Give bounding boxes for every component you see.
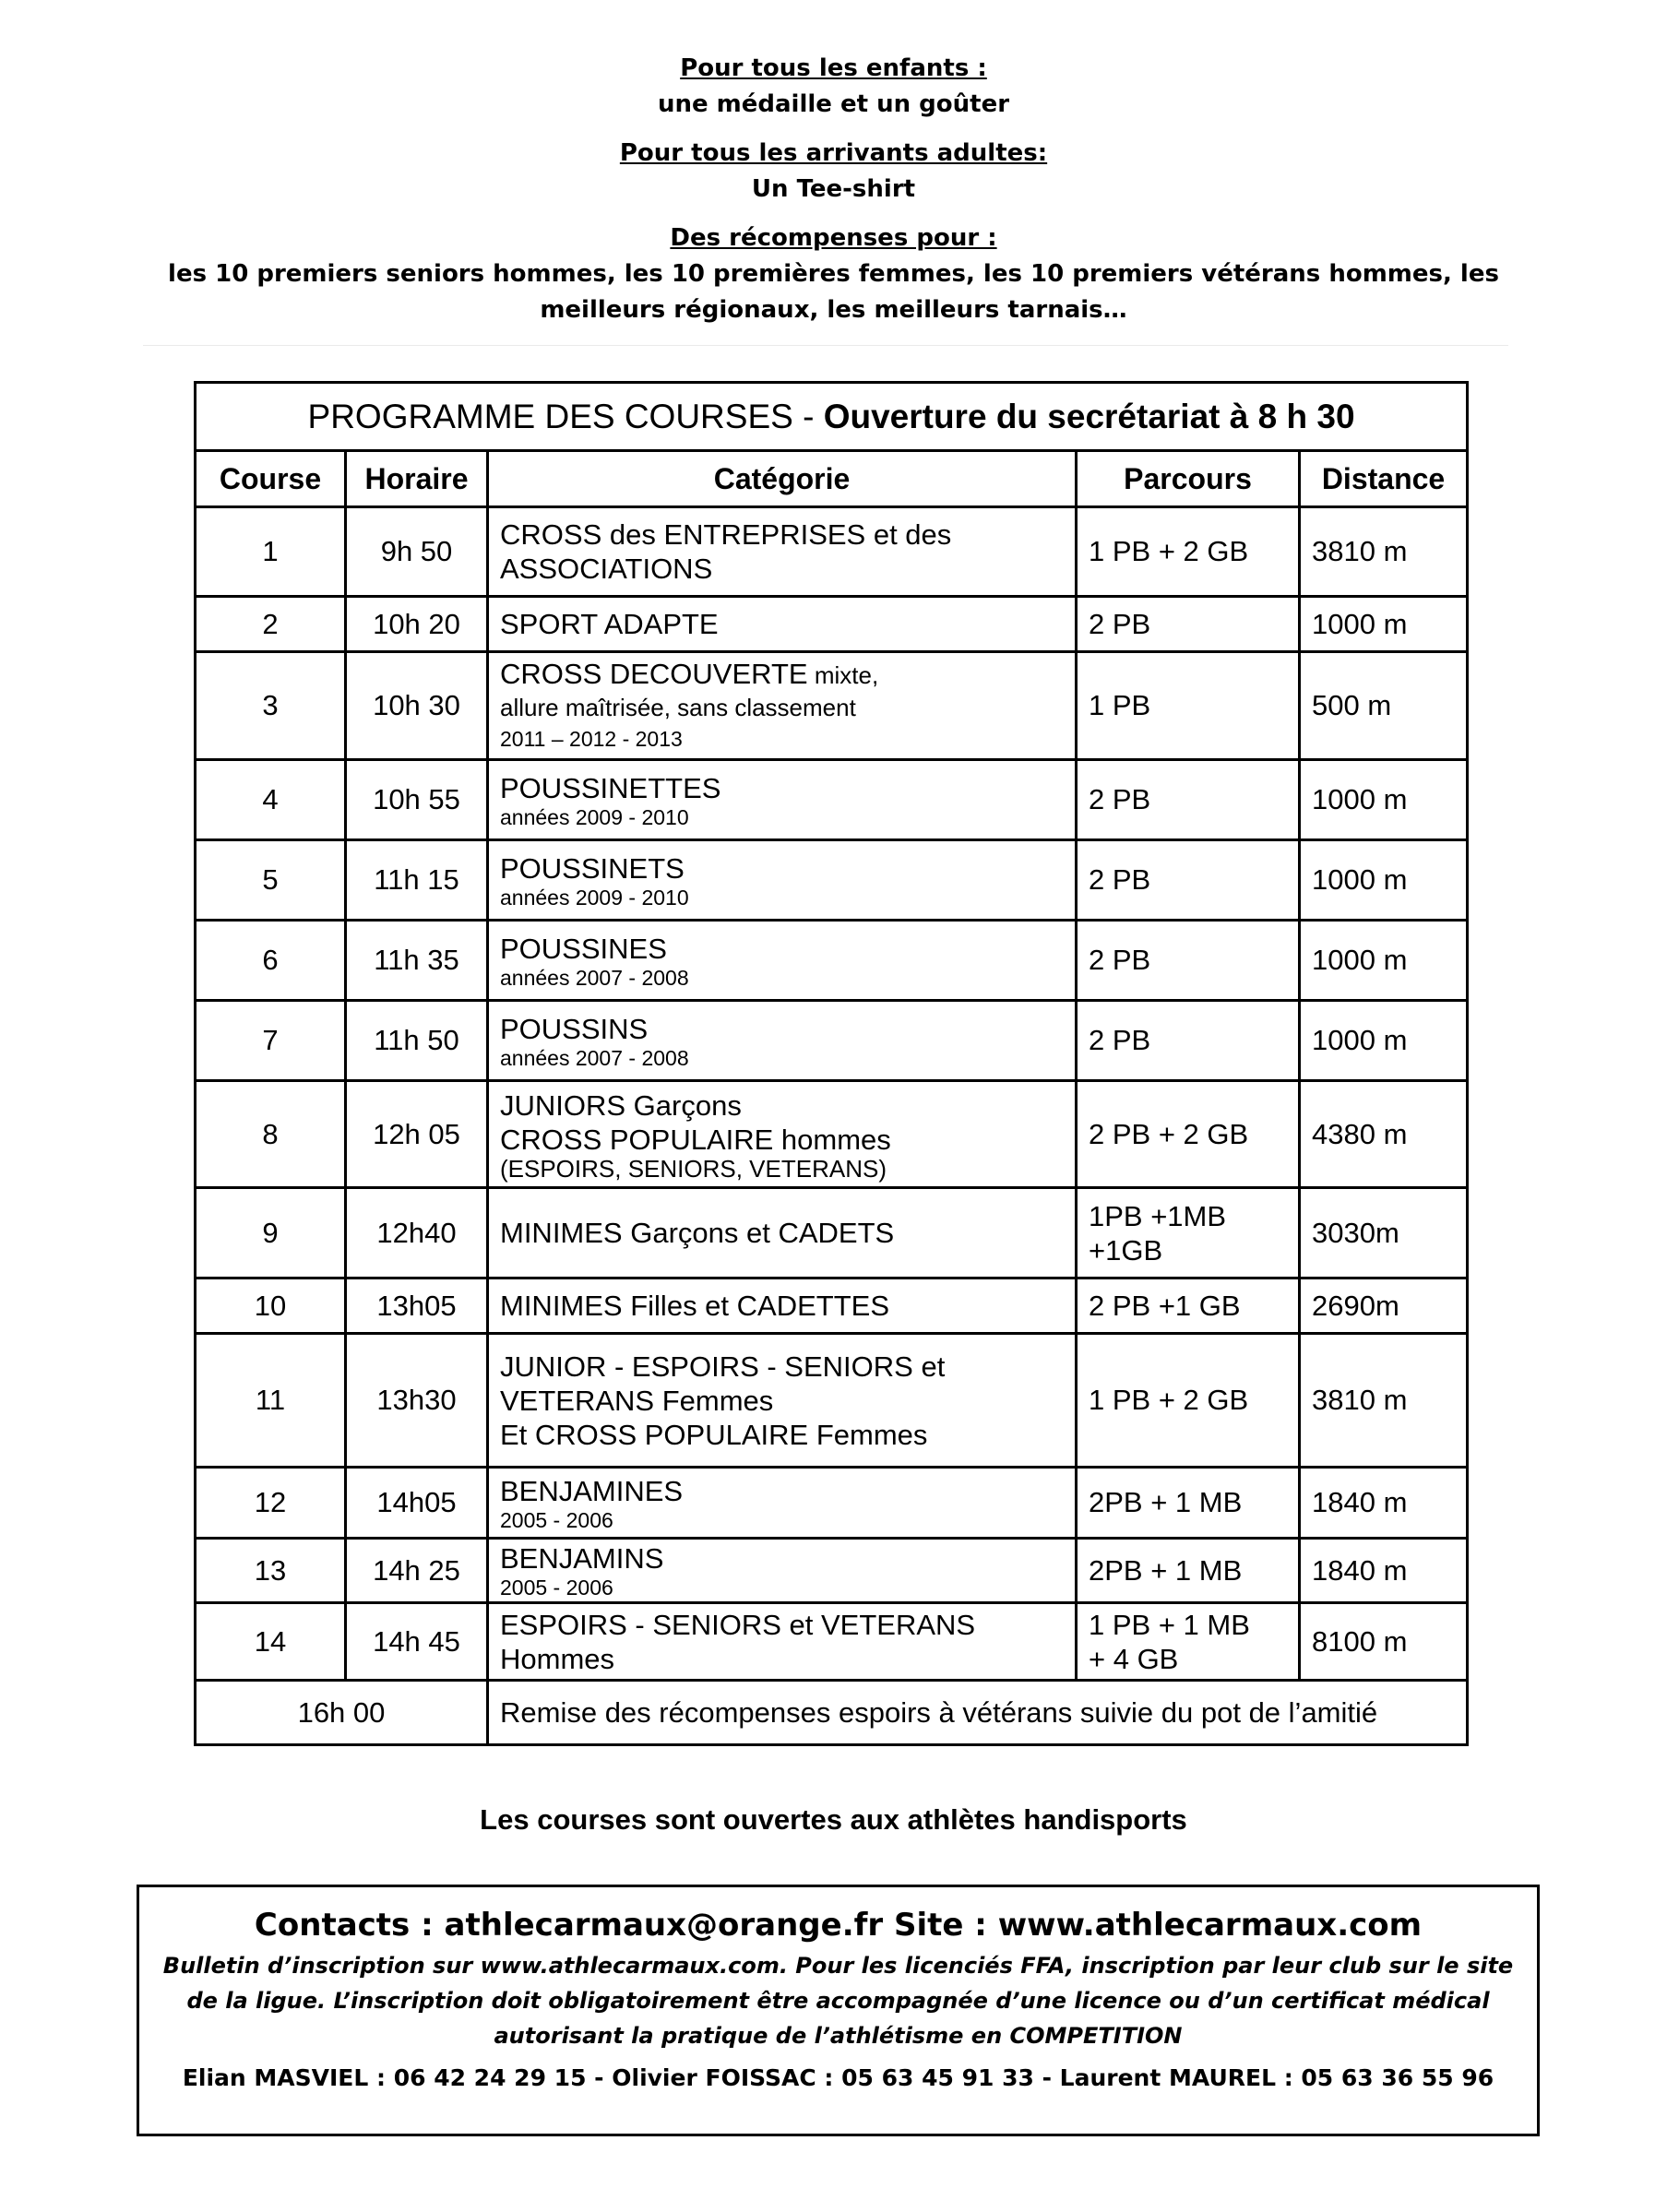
table-row: 1 9h 50 CROSS des ENTREPRISES et des ASSOCIATIONS 1 PB + 2 GB 3810 m — [196, 507, 1468, 597]
contact-line-1: Bulletin d’inscription sur www.athlecarmaux.com. Pour les licenciés FFA, inscription par leur club sur le site — [162, 1953, 1514, 1979]
table-row: 14 14h 45 ESPOIRS - SENIORS et VETERANS Hommes 1 PB + 1 MB + 4 GB 8100 m — [196, 1603, 1468, 1681]
kids-text: une médaille et un goûter — [657, 90, 1010, 118]
final-row — [196, 1681, 1468, 1745]
contact-line-2: de la ligue. L’inscription doit obligatoirement être accompagnée d’une licence ou d’un certificat médical — [186, 1988, 1490, 2014]
adults-title: Pour tous les arrivants adultes: — [619, 139, 1048, 167]
adults-text: Un Tee-shirt — [751, 175, 916, 203]
awards-line-2: meilleurs régionaux, les meilleurs tarnais… — [540, 296, 1127, 324]
table-row: 6 11h 35 POUSSINES années 2007 - 2008 2 PB 1000 m — [196, 921, 1468, 1001]
table-row: 7 11h 50 POUSSINS années 2007 - 2008 2 PB 1000 m — [196, 1001, 1468, 1081]
divider — [143, 345, 1508, 346]
header-categorie: Catégorie — [488, 451, 1077, 507]
awards-title: Des récompenses pour : — [670, 224, 997, 252]
header-distance: Distance — [1300, 451, 1468, 507]
header-horaire: Horaire — [346, 451, 488, 507]
table-row: 2 10h 20 SPORT ADAPTE 2 PB 1000 m — [196, 597, 1468, 652]
table-row: 9 12h40 MINIMES Garçons et CADETS 1PB +1MB +1GB 3030m — [196, 1188, 1468, 1278]
table-row: 11 13h30 JUNIOR - ESPOIRS - SENIORS et VETERANS Femmes Et CROSS POPULAIRE Femmes 1 PB + 2 GB 3810 m — [196, 1334, 1468, 1468]
table-row: 13 14h 25 BENJAMINS 2005 - 2006 2PB + 1 MB 1840 m — [196, 1539, 1468, 1603]
header-course: Course — [196, 451, 346, 507]
final-time: 16h 00 — [196, 1681, 488, 1745]
handisport-note: Les courses sont ouvertes aux athlètes handisports — [480, 1803, 1187, 1836]
table-row: 10 13h05 MINIMES Filles et CADETTES 2 PB +1 GB 2690m — [196, 1278, 1468, 1334]
table-row: 5 11h 15 POUSSINETS années 2009 - 2010 2 PB 1000 m — [196, 840, 1468, 921]
intro-section — [0, 51, 1667, 328]
contact-line-3: autorisant la pratique de l’athlétisme en COMPETITION — [494, 2023, 1183, 2049]
table-row: 8 12h 05 JUNIORS Garçons CROSS POPULAIRE hommes (ESPOIRS, SENIORS, VETERANS) 2 PB + 2 GB 4380 m — [196, 1081, 1468, 1188]
program-table — [194, 381, 1469, 1746]
contact-box — [137, 1885, 1540, 2136]
contact-phones: Elian MASVIEL : 06 42 24 29 15 - Olivier FOISSAC : 05 63 45 91 33 - Laurent MAUREL : 05 63 36 55 96 — [182, 2064, 1494, 2091]
awards-line-1: les 10 premiers seniors hommes, les 10 premières femmes, les 10 premiers vétérans hommes, les — [168, 260, 1499, 288]
kids-title: Pour tous les enfants : — [680, 54, 987, 82]
table-header-row — [196, 451, 1468, 507]
table-row: 12 14h05 BENJAMINES 2005 - 2006 2PB + 1 MB 1840 m — [196, 1468, 1468, 1539]
final-text: Remise des récompenses espoirs à vétérans suivie du pot de l’amitié — [488, 1681, 1468, 1745]
contact-heading: Contacts : athlecarmaux@orange.fr Site : www.athlecarmaux.com — [254, 1907, 1423, 1944]
program-title: PROGRAMME DES COURSES - Ouverture du secrétariat à 8 h 30 — [196, 383, 1468, 451]
table-row: 4 10h 55 POUSSINETTES années 2009 - 2010 2 PB 1000 m — [196, 760, 1468, 840]
table-row: 3 10h 30 CROSS DECOUVERTE mixte, allure maîtrisée, sans classement 2011 – 2012 - 2013 1 PB 500 m — [196, 652, 1468, 760]
header-parcours: Parcours — [1077, 451, 1300, 507]
